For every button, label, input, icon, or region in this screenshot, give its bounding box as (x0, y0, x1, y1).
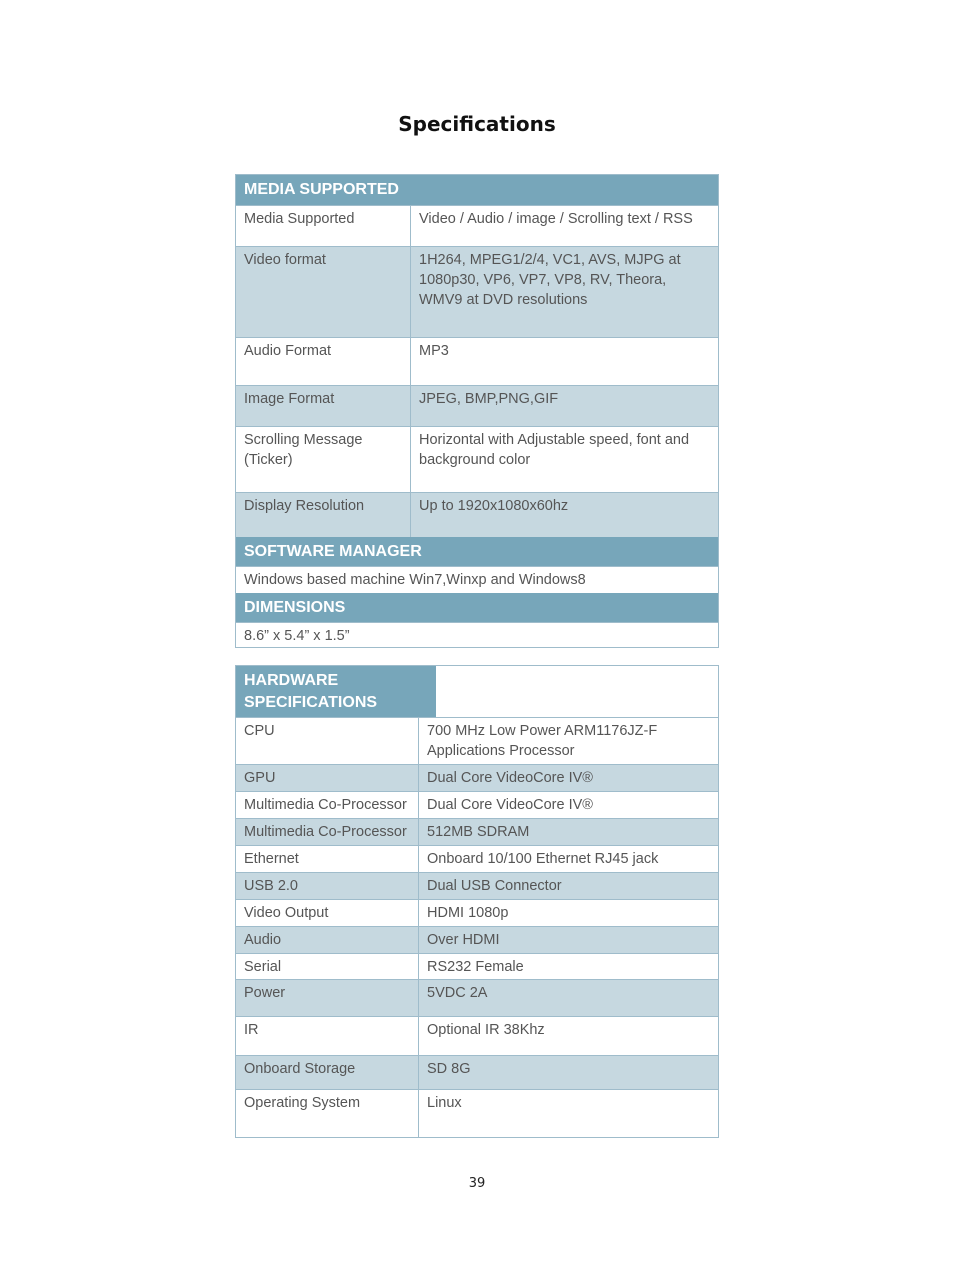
table-row (236, 979, 718, 1016)
table-row (236, 818, 718, 845)
dimensions-header: DIMENSIONS (236, 593, 718, 622)
spec-value: SD 8G (427, 1061, 471, 1077)
spec-label: Audio (236, 927, 419, 953)
spec-label: Multimedia Co-Processor (236, 819, 419, 845)
table-row (236, 205, 718, 246)
spec-value: 512MB SDRAM (427, 824, 530, 840)
table-row (236, 791, 718, 818)
spec-label: CPU (236, 718, 419, 764)
table-row (236, 953, 718, 979)
spec-label: Display Resolution (236, 493, 411, 537)
media-software-dimensions-table (235, 174, 719, 648)
spec-value: Video / Audio / image / Scrolling text / RSS (419, 211, 693, 227)
table-row (236, 845, 718, 872)
table-row (236, 899, 718, 926)
spec-value: MP3 (419, 343, 449, 359)
spec-value: 700 MHz Low Power ARM1176JZ-F Applications Processor (427, 723, 658, 759)
table-row (236, 492, 718, 537)
table-row (236, 566, 718, 593)
page-title: Specifications (398, 112, 556, 136)
table-row (236, 385, 718, 426)
table-row (236, 1089, 718, 1137)
spec-label: GPU (236, 765, 419, 791)
media-supported-header: MEDIA SUPPORTED (236, 175, 718, 205)
spec-label: Video Output (236, 900, 419, 926)
table-row (236, 872, 718, 899)
software-manager-value: Windows based machine Win7,Winxp and Windows8 (244, 572, 586, 588)
spec-value: Dual Core VideoCore IV® (427, 797, 593, 813)
dimensions-value: 8.6” x 5.4” x 1.5” (244, 628, 350, 644)
table-row (236, 426, 718, 492)
spec-label: IR (236, 1017, 419, 1055)
spec-value: 5VDC 2A (427, 985, 488, 1001)
spec-label: Power (236, 980, 419, 1016)
software-manager-header: SOFTWARE MANAGER (236, 537, 718, 566)
spec-label: Image Format (236, 386, 411, 426)
spec-label: USB 2.0 (236, 873, 419, 899)
spec-label: Media Supported (236, 206, 411, 246)
hardware-specifications-header: HARDWARE SPECIFICATIONS (236, 666, 436, 717)
spec-label: Operating System (236, 1090, 419, 1137)
spec-value: Horizontal with Adjustable speed, font and background color (419, 432, 690, 468)
table-row (236, 1055, 718, 1089)
spec-label: Multimedia Co-Processor (236, 792, 419, 818)
spec-value: Over HDMI (427, 932, 500, 948)
table-row (236, 246, 718, 337)
spec-label: Audio Format (236, 338, 411, 385)
table-row (236, 337, 718, 385)
spec-value: HDMI 1080p (427, 905, 509, 921)
table-row (236, 1016, 718, 1055)
spec-value: Dual Core VideoCore IV® (427, 770, 593, 786)
spec-label: Onboard Storage (236, 1056, 419, 1089)
spec-value: Dual USB Connector (427, 878, 562, 894)
spec-value: 1H264, MPEG1/2/4, VC1, AVS, MJPG at 1080p30, VP6, VP7, VP8, RV, Theora, WMV9 at DVD resolutions (419, 252, 681, 308)
spec-value: Linux (427, 1095, 462, 1111)
table-row (236, 926, 718, 953)
spec-label: Serial (236, 954, 419, 979)
hardware-specifications-table (235, 665, 719, 1138)
table-row (236, 622, 718, 647)
spec-value: RS232 Female (427, 959, 524, 975)
spec-value: Up to 1920x1080x60hz (419, 498, 569, 514)
table-row (236, 764, 718, 791)
spec-value: Optional IR 38Khz (427, 1022, 545, 1038)
table-row (236, 717, 718, 764)
page-number: 39 (468, 1176, 486, 1191)
spec-label: Video format (236, 247, 411, 337)
spec-value: Onboard 10/100 Ethernet RJ45 jack (427, 851, 659, 867)
spec-label: Ethernet (236, 846, 419, 872)
spec-label: Scrolling Message (Ticker) (236, 427, 411, 492)
spec-value: JPEG, BMP,PNG,GIF (419, 391, 559, 407)
